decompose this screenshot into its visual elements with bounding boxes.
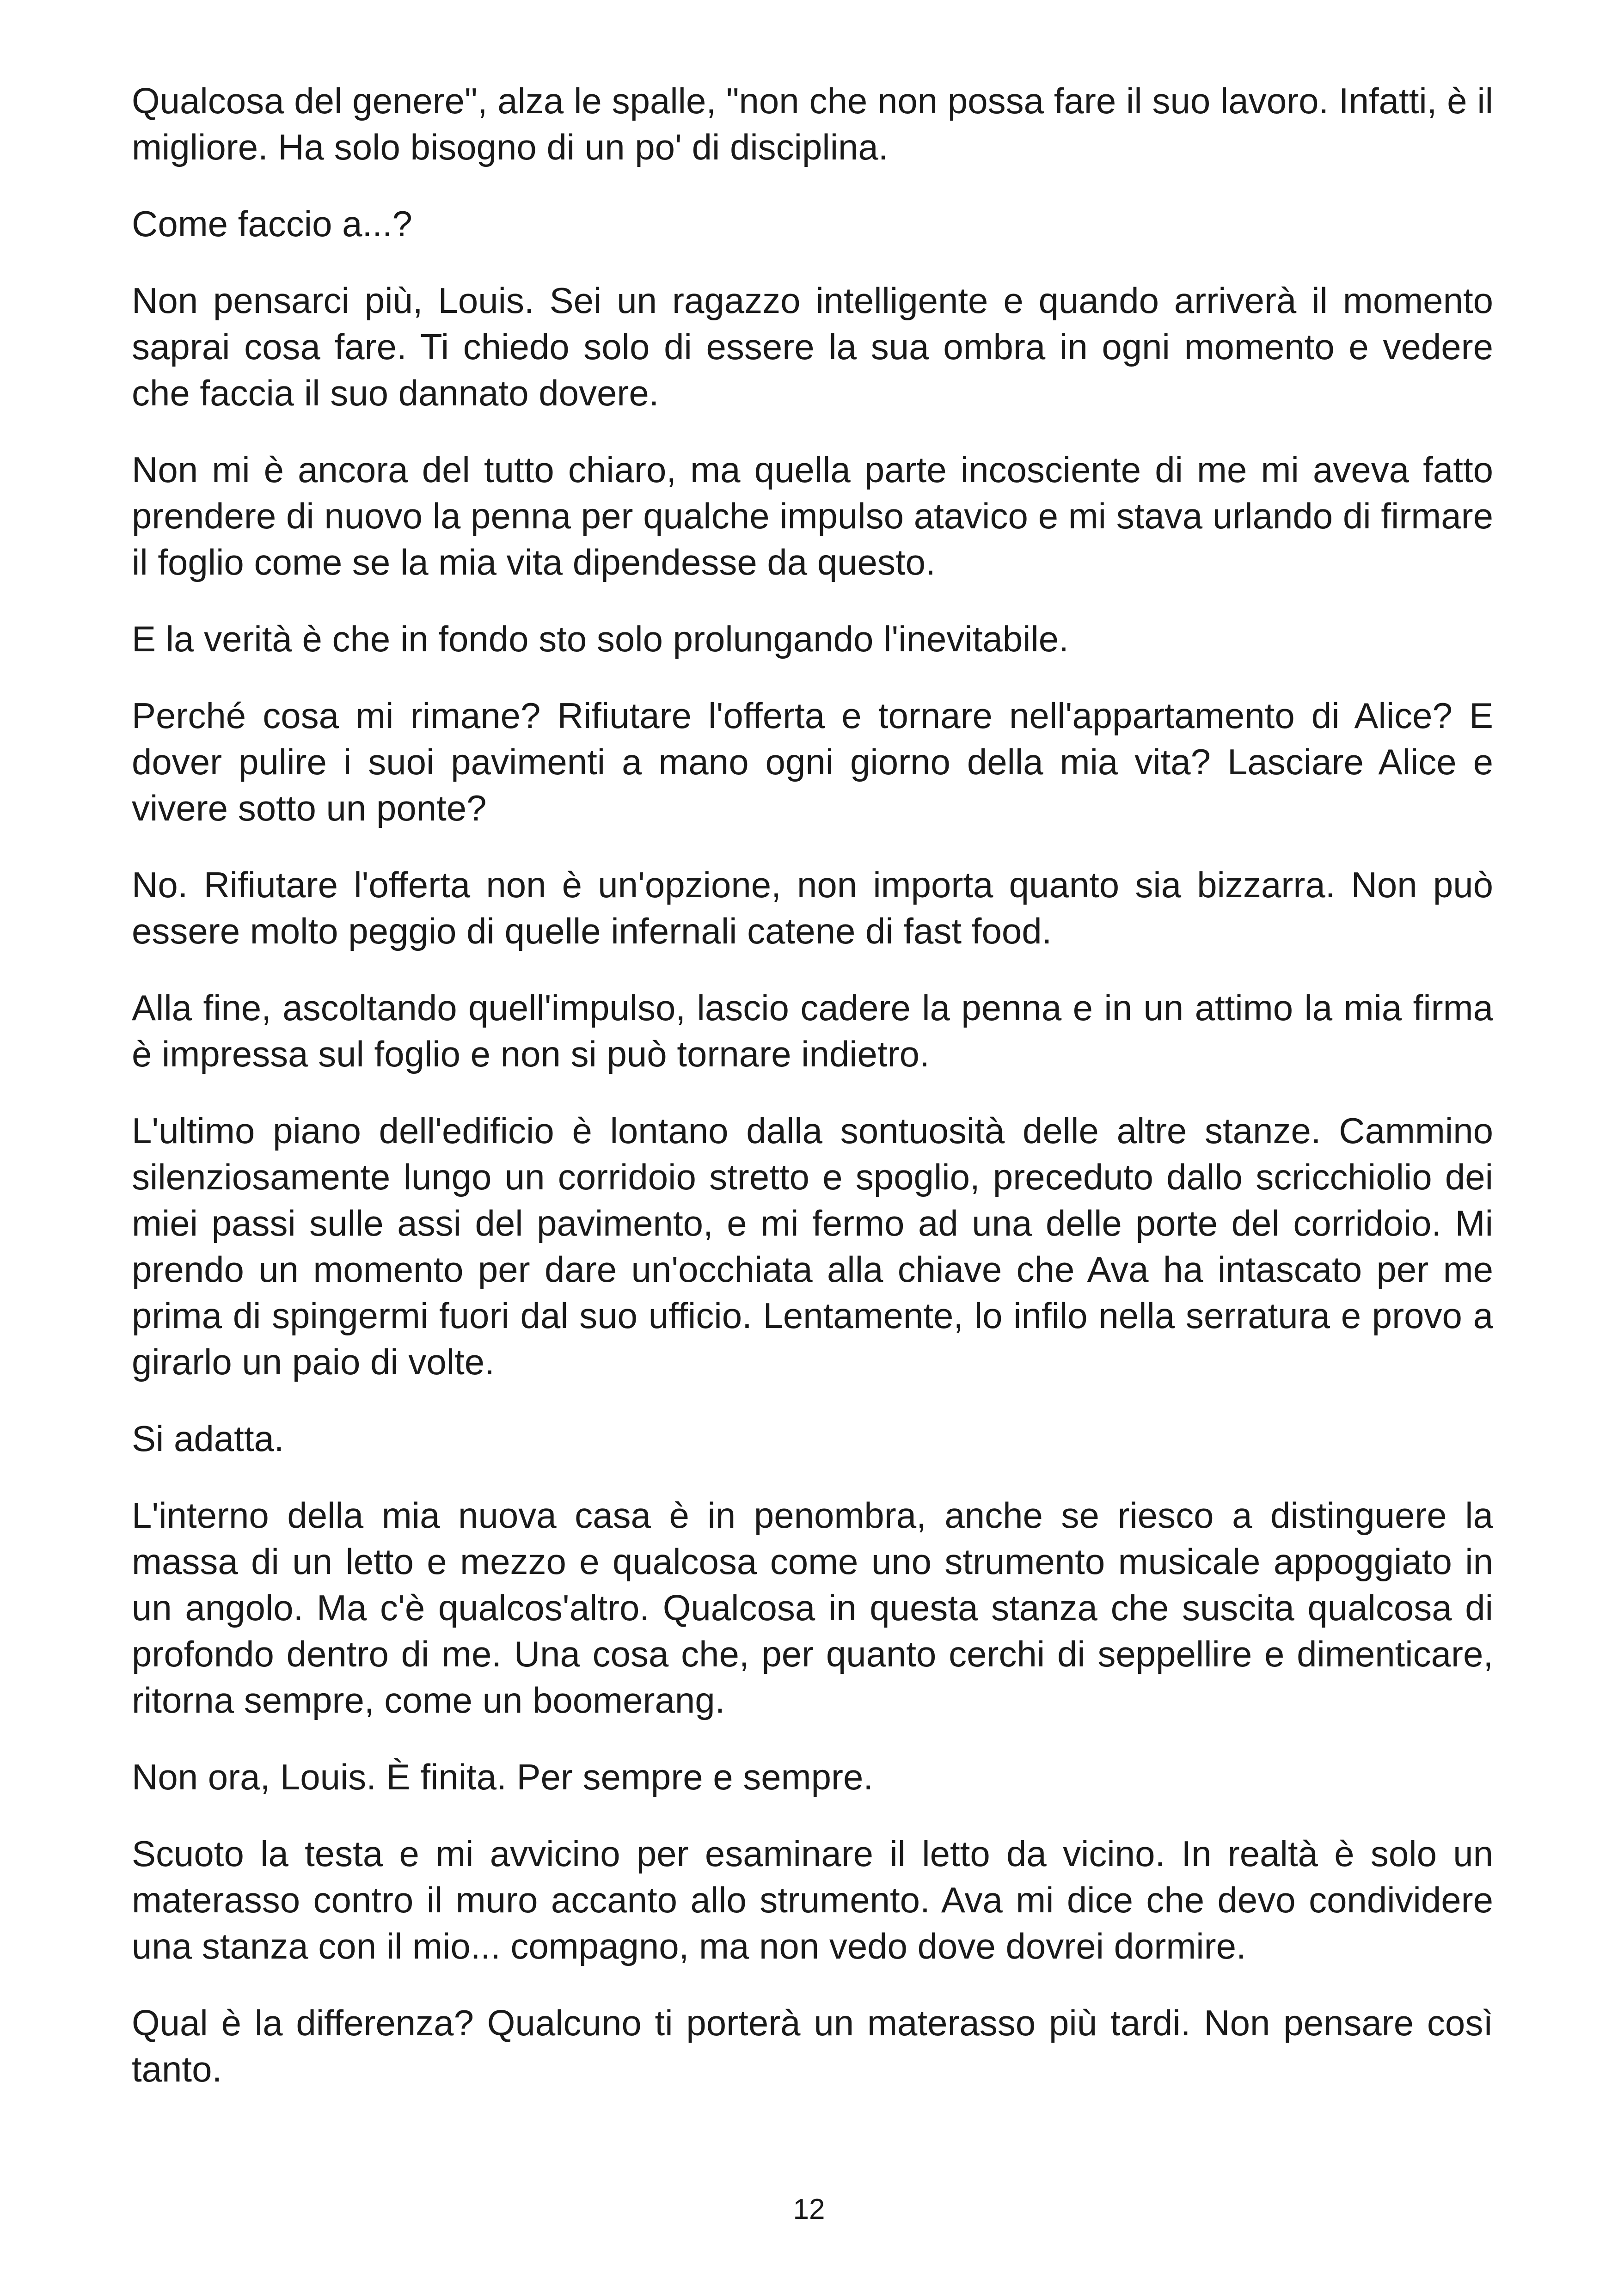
paragraph-12: Non ora, Louis. È finita. Per sempre e sempre. <box>132 1757 874 1797</box>
paragraph-4: Non mi è ancora del tutto chiaro, ma quella parte incosciente di me mi aveva fatto prendere di nuovo la penna per qualche impulso atavico e mi stava urlando di firmare il foglio come se la mia vita dipendesse da questo. <box>132 449 1493 582</box>
paragraph-9: L'ultimo piano dell'edificio è lontano dalla sontuosità delle altre stanze. Cammino silenziosamente lungo un corridoio stretto e spoglio, preceduto dallo scricchiolio dei miei passi sulle assi del pavimento, e mi fermo ad una delle porte del corridoio. Mi prendo un momento per dare un'occhiata alla chiave che Ava ha intascato per me prima di spingermi fuori dal suo ufficio. Lentamente, lo infilo nella serratura e provo a girarlo un paio di volte. <box>132 1110 1493 1382</box>
paragraph-11: L'interno della mia nuova casa è in penombra, anche se riesco a distinguere la massa di un letto e mezzo e qualcosa come uno strumento musicale appoggiato in un angolo. Ma c'è qualcos'altro. Qualcosa in questa stanza che suscita qualcosa di profondo dentro di me. Una cosa che, per quanto cerchi di seppellire e dimenticare, ritorna sempre, come un boomerang. <box>132 1495 1493 1720</box>
page-number: 12 <box>793 2193 825 2225</box>
paragraph-6: Perché cosa mi rimane? Rifiutare l'offerta e tornare nell'appartamento di Alice? E dover pulire i suoi pavimenti a mano ogni giorno della mia vita? Lasciare Alice e vivere sotto un ponte? <box>132 695 1493 828</box>
paragraph-5: E la verità è che in fondo sto solo prolungando l'inevitabile. <box>132 618 1069 659</box>
paragraph-13: Scuoto la testa e mi avvicino per esaminare il letto da vicino. In realtà è solo un materasso contro il muro accanto allo strumento. Ava mi dice che devo condividere una stanza con il mio... compagno, ma non vedo dove dovrei dormire. <box>132 1833 1493 1966</box>
paragraph-8: Alla fine, ascoltando quell'impulso, lascio cadere la penna e in un attimo la mia firma è impressa sul foglio e non si può tornare indietro. <box>132 987 1493 1074</box>
paragraph-7: No. Rifiutare l'offerta non è un'opzione, non importa quanto sia bizzarra. Non può essere molto peggio di quelle infernali catene di fast food. <box>132 864 1493 951</box>
paragraph-10: Si adatta. <box>132 1418 284 1459</box>
paragraph-3: Non pensarci più, Louis. Sei un ragazzo intelligente e quando arriverà il momento saprai cosa fare. Ti chiedo solo di essere la sua ombra in ogni momento e vedere che faccia il suo dannato dovere. <box>132 280 1493 413</box>
paragraph-1: Qualcosa del genere", alza le spalle, "non che non possa fare il suo lavoro. Infatti, è il migliore. Ha solo bisogno di un po' di disciplina. <box>132 80 1493 167</box>
paragraph-14: Qual è la differenza? Qualcuno ti porterà un materasso più tardi. Non pensare così tanto. <box>132 2002 1493 2089</box>
body-text <box>132 78 1493 2092</box>
paragraph-2: Come faccio a...? <box>132 203 412 244</box>
